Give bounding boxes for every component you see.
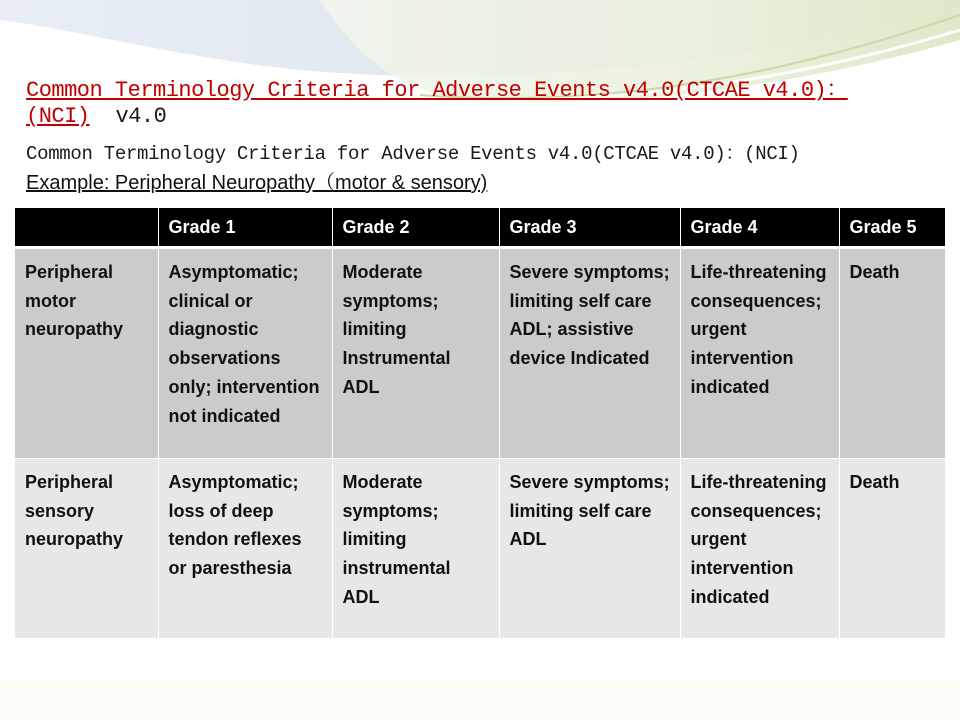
cell-sensory-grade-4: Life-threatening consequences; urgent intervention indicated xyxy=(680,459,839,639)
cell-sensory-grade-5: Death xyxy=(839,459,945,639)
example-heading: Example: Peripheral Neuropathy（motor & sensory) xyxy=(26,172,488,194)
slide-title: Common Terminology Criteria for Adverse Events v4.0(CTCAE v4.0)： xyxy=(26,78,848,103)
cell-motor-grade-4: Life-threatening consequences; urgent intervention indicated xyxy=(680,248,839,459)
cell-motor-grade-5: Death xyxy=(839,248,945,459)
header-grade-1: Grade 1 xyxy=(158,208,332,248)
header-empty xyxy=(15,208,158,248)
table-row-sensory xyxy=(15,459,945,639)
header-grade-3: Grade 3 xyxy=(499,208,680,248)
row-label-sensory: Peripheral sensory neuropathy xyxy=(15,459,158,639)
cell-motor-grade-2: Moderate symptoms; limiting Instrumental ADL xyxy=(332,248,499,459)
table-row-motor xyxy=(15,248,945,459)
cell-sensory-grade-2: Moderate symptoms; limiting instrumental ADL xyxy=(332,459,499,639)
title-nci: (NCI) xyxy=(26,104,90,129)
cell-sensory-grade-3: Severe symptoms; limiting self care ADL xyxy=(499,459,680,639)
slide-title-line2 xyxy=(26,104,166,129)
header-grade-2: Grade 2 xyxy=(332,208,499,248)
header-grade-5: Grade 5 xyxy=(839,208,945,248)
cell-sensory-grade-1: Asymptomatic; loss of deep tendon reflexes or paresthesia xyxy=(158,459,332,639)
cell-motor-grade-3: Severe symptoms; limiting self care ADL; assistive device Indicated xyxy=(499,248,680,459)
table-header-row xyxy=(15,208,945,248)
slide-subtitle: Common Terminology Criteria for Adverse Events v4.0(CTCAE v4.0)：(NCI) xyxy=(26,143,800,165)
grade-table xyxy=(15,208,946,639)
title-version: v4.0 xyxy=(115,104,167,129)
cell-motor-grade-1: Asymptomatic; clinical or diagnostic observations only; intervention not indicated xyxy=(158,248,332,459)
header-grade-4: Grade 4 xyxy=(680,208,839,248)
row-label-motor: Peripheral motor neuropathy xyxy=(15,248,158,459)
